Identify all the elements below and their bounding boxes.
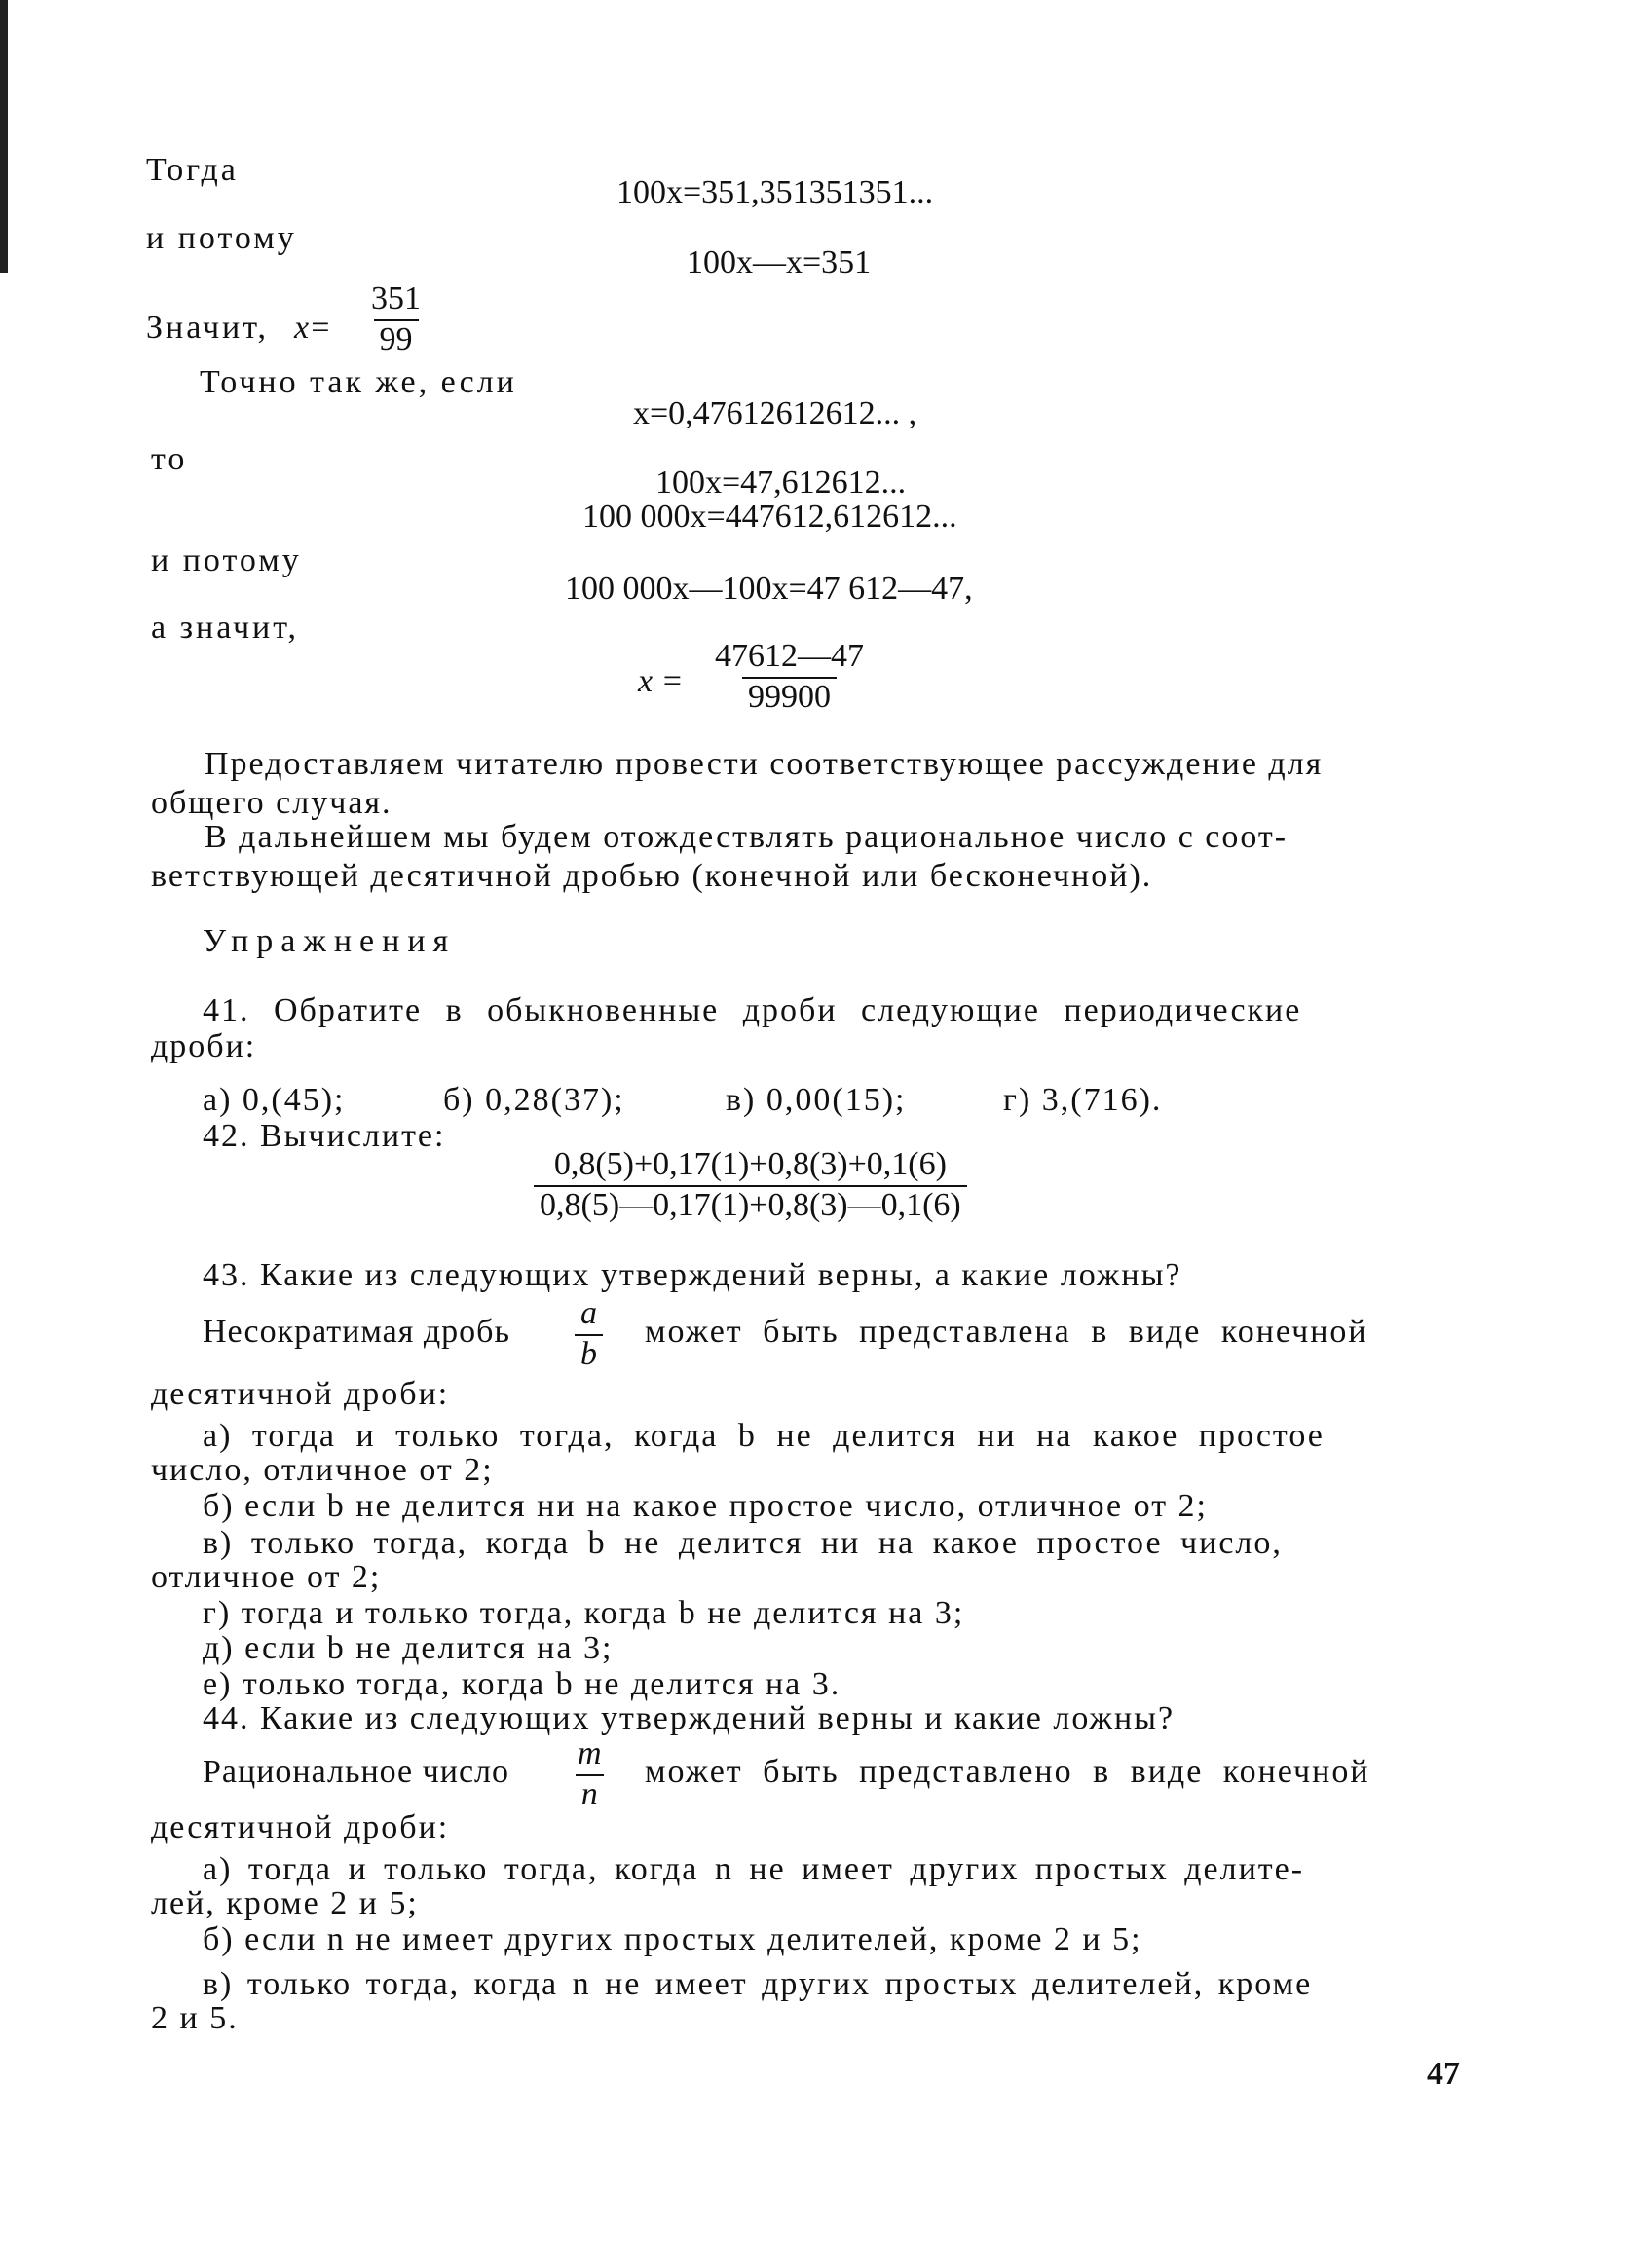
formula-100x-2: 100x=47,612612...	[655, 465, 907, 501]
word-znachit: Значит,	[146, 310, 270, 346]
fraction-47612	[709, 638, 870, 716]
ex43-statement-post: может быть представлена в виде конечной	[645, 1314, 1368, 1350]
ex41-option-c: в) 0,00(15);	[726, 1082, 907, 1118]
ex43-fraction-a-b	[575, 1295, 603, 1373]
ex44-fraction-m-n	[572, 1735, 608, 1813]
fraction-numerator: 351	[371, 280, 421, 316]
ex44-statement-post: может быть представлено в виде конечной	[645, 1754, 1370, 1790]
ex43-option-d: г) тогда и только тогда, когда b не делится на 3;	[203, 1595, 965, 1631]
fraction-numerator: a	[580, 1295, 597, 1331]
formula-x-eq-1: x=	[294, 310, 332, 346]
word-to: то	[151, 441, 188, 477]
text-line: В дальнейшем мы будем отождествлять рациональное число с соот-	[205, 819, 1289, 855]
text-line: Предоставляем читателю провести соответствующее рассуждение для	[205, 746, 1324, 782]
page-number: 47	[1427, 2056, 1460, 2092]
exercises-heading: Упражнения	[203, 923, 457, 959]
ex43-option-b: б) если b не делится ни на какое простое число, отличное от 2;	[203, 1488, 1209, 1524]
ex41-line2: дроби:	[151, 1028, 257, 1064]
word-a-znachit: а значит,	[151, 610, 300, 646]
fraction-denominator: n	[576, 1774, 604, 1813]
formula-100x-minus-x: 100x—x=351	[687, 244, 872, 280]
word-togda: Тогда	[146, 152, 239, 188]
fraction-denominator: 99	[374, 319, 419, 358]
fraction-351-99	[365, 280, 427, 358]
ex41-option-d: г) 3,(716).	[1003, 1082, 1163, 1118]
formula-x-eq-2: x =	[638, 663, 684, 699]
ex43-option-c-line2: отличное от 2;	[151, 1559, 382, 1595]
ex44-option-b: б) если n не имеет других простых делителей, кроме 2 и 5;	[203, 1921, 1142, 1957]
ex44-option-a-line1: а) тогда и только тогда, когда n не имеет других простых делите-	[203, 1851, 1305, 1887]
text-line: общего случая.	[151, 785, 392, 821]
ex43-option-a-line2: число, отличное от 2;	[151, 1452, 494, 1488]
ex44-option-c-line1: в) только тогда, когда n не имеет других простых делителей, кроме	[203, 1966, 1313, 2002]
word-tochno: Точно так же, если	[200, 364, 517, 400]
ex42-fraction	[534, 1146, 967, 1224]
scan-edge	[0, 0, 8, 273]
ex43-statement-line2: десятичной дроби:	[151, 1376, 450, 1412]
fraction-denominator: 0,8(5)—0,17(1)+0,8(3)—0,1(6)	[534, 1185, 967, 1224]
fraction-numerator: 47612—47	[715, 638, 864, 674]
paragraph-general-case	[151, 745, 1466, 823]
ex43-option-a-line1: а) тогда и только тогда, когда b не делится ни на какое простое	[203, 1418, 1325, 1454]
text-line: ветствующей десятичной дробью (конечной или бесконечной).	[151, 858, 1153, 894]
word-i-potomu-1: и потому	[146, 220, 297, 256]
formula-100000x: 100 000x=447612,612612...	[582, 499, 957, 535]
ex41-option-b: б) 0,28(37);	[443, 1082, 625, 1118]
ex44-statement-pre: Рациональное число	[203, 1754, 510, 1790]
fraction-denominator: 99900	[742, 677, 837, 716]
formula-100x: 100x=351,351351351...	[616, 174, 934, 210]
ex41-line1: 41. Обратите в обыкновенные дроби следующие периодические	[203, 992, 1302, 1028]
ex43-statement-pre: Несократимая дробь	[203, 1314, 510, 1350]
ex41-option-a: а) 0,(45);	[203, 1082, 346, 1118]
ex43-option-f: е) только тогда, когда b не делится на 3.	[203, 1666, 841, 1702]
ex43-option-c-line1: в) только тогда, когда b не делится ни на какое простое число,	[203, 1525, 1283, 1561]
ex42-label: 42. Вычислите:	[203, 1118, 446, 1154]
ex44-statement-line2: десятичной дроби:	[151, 1809, 450, 1845]
paragraph-identify	[151, 818, 1466, 896]
ex44-option-a-line2: лей, кроме 2 и 5;	[151, 1885, 419, 1921]
formula-x-decimal: x=0,47612612612... ,	[633, 395, 917, 431]
fraction-denominator: b	[575, 1334, 603, 1373]
formula-difference: 100 000x—100x=47 612—47,	[565, 571, 973, 607]
ex44-title: 44. Какие из следующих утверждений верны и какие ложны?	[203, 1700, 1176, 1736]
fraction-numerator: m	[578, 1735, 602, 1771]
ex43-title: 43. Какие из следующих утверждений верны, а какие ложны?	[203, 1257, 1182, 1293]
word-i-potomu-2: и потому	[151, 542, 302, 578]
fraction-numerator: 0,8(5)+0,17(1)+0,8(3)+0,1(6)	[553, 1146, 947, 1182]
ex43-option-e: д) если b не делится на 3;	[203, 1630, 614, 1666]
ex44-option-c-line2: 2 и 5.	[151, 2000, 239, 2036]
